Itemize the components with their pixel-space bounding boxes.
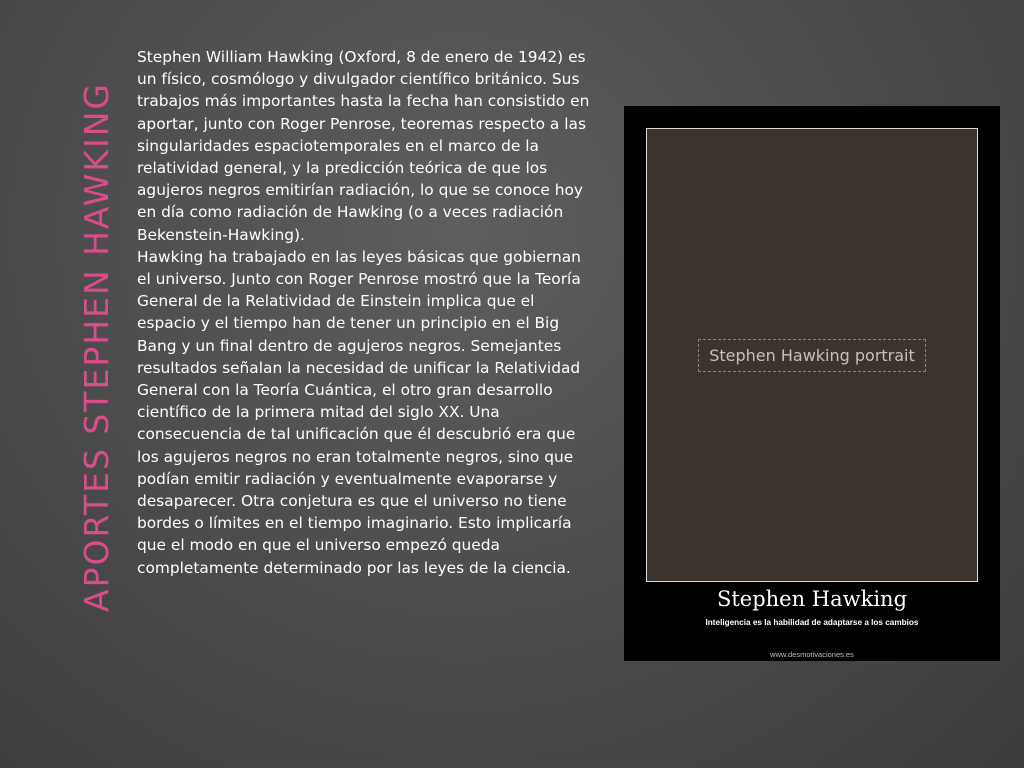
body-text — [137, 46, 597, 579]
poster-caption-name: Stephen Hawking — [716, 587, 908, 611]
portrait-photo — [647, 129, 977, 581]
portrait-photo-label: Stephen Hawking portrait — [698, 339, 926, 372]
motivational-poster — [624, 106, 1000, 661]
poster-caption-tagline: Inteligencia es la habilidad de adaptarse a los cambios — [705, 618, 919, 627]
paragraph-biography: Stephen William Hawking (Oxford, 8 de enero de 1942) es un físico, cosmólogo y divulgador científico británico. Sus trabajos más importantes hasta la fecha han consistido en aportar, junto con Roger Penrose, teoremas respecto a las singularidades espaciotemporales en el marco de la relatividad general, y la predicción teórica de que los agujeros negros emitirían radiación, lo que se conoce hoy en día como radiación de Hawking (o a veces radiación Bekenstein-Hawking). — [137, 48, 590, 244]
poster-website: www.desmotivaciones.es — [770, 650, 854, 659]
paragraph-contributions: Hawking ha trabajado en las leyes básicas que gobiernan el universo. Junto con Roger Penrose mostró que la Teoría General de la Relatividad de Einstein implica que el espacio y el tiempo han de tener un principio en el Big Bang y un final dentro de agujeros negros. Semejantes resultados señalan la necesidad de unificar la Relatividad General con la Teoría Cuántica, el otro gran desarrollo científico de la primera mitad del siglo XX. Una consecuencia de tal unificación que él descubrió era que los agujeros negros no eran totalmente negros, sino que podían emitir radiación y eventualmente evaporarse y desaparecer. Otra conjetura es que el universo no tiene bordes o límites en el tiempo imaginario. Esto implicaría que el modo en que el universo empezó queda completamente determinado por las leyes de la ciencia. — [137, 247, 581, 577]
slide-title: APORTES STEPHEN HAWKING — [77, 82, 116, 612]
poster-frame — [646, 128, 978, 582]
